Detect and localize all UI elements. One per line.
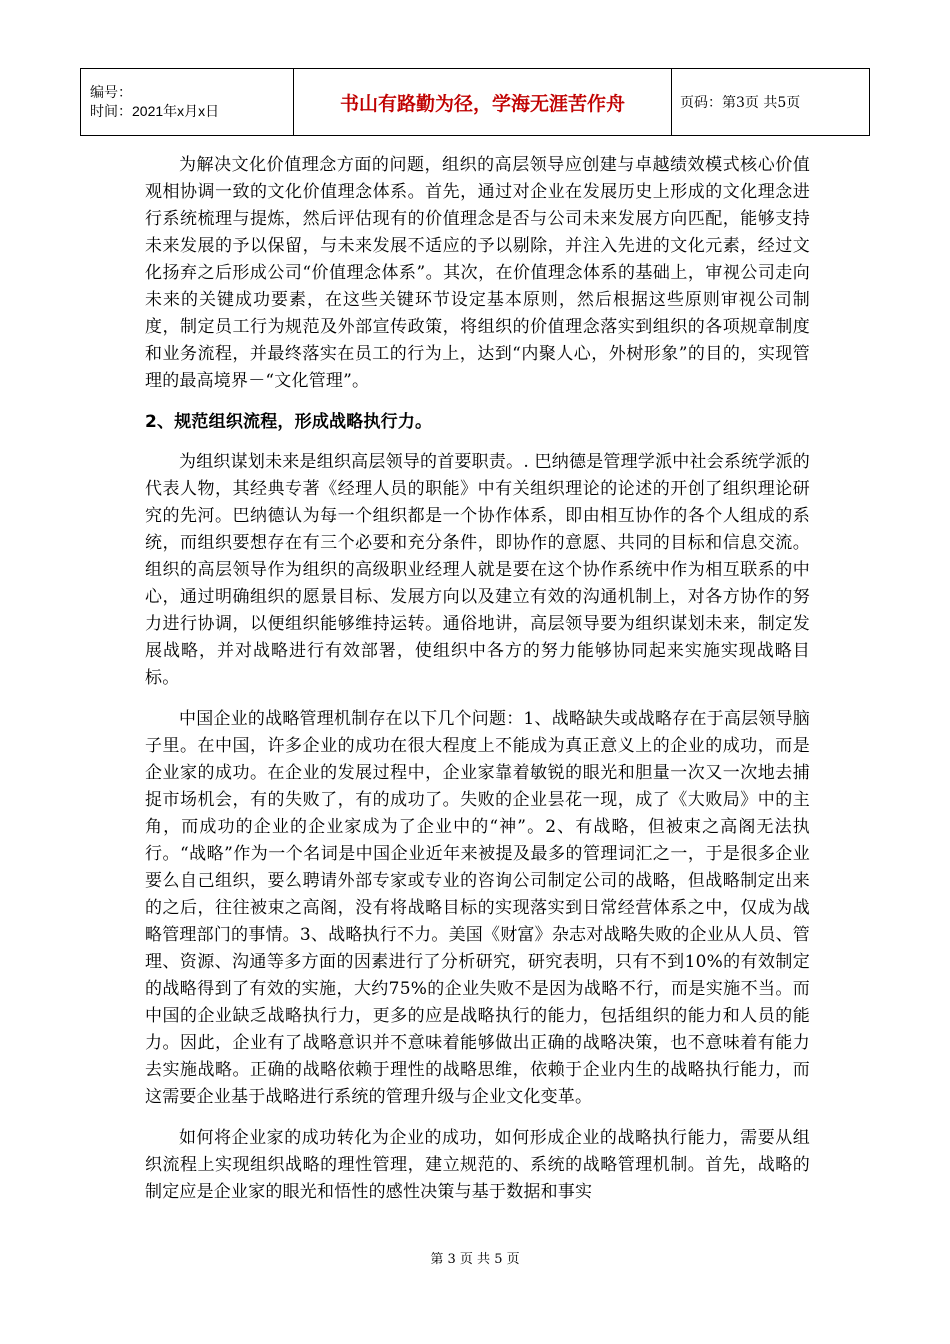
header-motto-cell — [294, 69, 672, 136]
paragraph-2: 为组织谋划未来是组织高层领导的首要职责。. 巴纳德是管理学派中社会系统学派的代表人物，其经典专著《经理人员的职能》中有关组织理论的论述的开创了组织理论研究的先河。巴纳德认为每一个组织都是一个协作体系，即由相互协作的各个人组成的系统，而组织要想存在有三个必要和充分条件，即协作的意愿、共同的目标和信息交流。组织的高层领导作为组织的高级职业经理人就是要在这个协作系统中作为相互联系的中心，通过明确组织的愿景目标、发展方向以及建立有效的沟通机制上，对各方协作的努力进行协调，以便组织能够维持运转。通俗地讲，高层领导要为组织谋划未来，制定发展战略，并对战略进行有效部署，使组织中各方的努力能够协同起来实施实现战略目标。 — [145, 452, 810, 688]
document-body — [145, 152, 810, 1206]
section-heading: 2、规范组织流程，形成战略执行力。 — [145, 412, 433, 432]
motto: 书山有路勤为径，学海无涯苦作舟 — [339, 92, 625, 115]
paragraph-3: 中国企业的战略管理机制存在以下几个问题：1、战略缺失或战略存在于高层领导脑子里。在中国，许多企业的成功在很大程度上不能成为真正意义上的企业的成功，而是企业家的成功。在企业的发展过程中，企业家靠着敏锐的眼光和胆量一次又一次地去捕捉市场机会，有的失败了，有的成功了。失败的企业昙花一现，成了《大败局》中的主角，而成功的企业的企业家成为了企业中的“神”。2、有战略，但被束之高阁无法执行。“战略”作为一个名词是中国企业近年来被提及最多的管理词汇之一，于是很多企业要么自己组织，要么聘请外部专家或专业的咨询公司制定公司的战略，但战略制定出来的之后，往往被束之高阁，没有将战略目标的实现落实到日常经营体系之中，仅成为战略管理部门的事情。3、战略执行不力。美国《财富》杂志对战略失败的企业从人员、管理、资源、沟通等多方面的因素进行了分析研究，研究表明，只有不到10%的有效制定的战略得到了有效的实施，大约75%的企业失败不是因为战略不行，而是实施不当。而中国的企业缺乏战略执行力，更多的应是战略执行的能力，包括组织的能力和人员的能力。因此，企业有了战略意识并不意味着能够做出正确的战略决策，也不意味着有能力去实施战略。正确的战略依赖于理性的战略思维，依赖于企业内生的战略执行能力，而这需要企业基于战略进行系统的管理升级与企业文化变革。 — [145, 709, 810, 1107]
time-label: 时间：2021年x月x日 — [90, 103, 220, 119]
header-meta — [81, 69, 294, 136]
page-label: 页码：第3页 共5页 — [672, 69, 870, 136]
paragraph-1: 为解决文化价值理念方面的问题，组织的高层领导应创建与卓越绩效模式核心价值观相协调一致的文化价值理念体系。首先，通过对企业在发展历史上形成的文化理念进行系统梳理与提炼，然后评估现有的价值理念是否与公司未来发展方向匹配，能够支持未来发展的予以保留，与未来发展不适应的予以剔除，并注入先进的文化元素，经过文化扬弃之后形成公司“价值理念体系”。其次，在价值理念体系的基础上，审视公司走向未来的关键成功要素，在这些关键环节设定基本原则，然后根据这些原则审视公司制度，制定员工行为规范及外部宣传政策，将组织的价值理念落实到组织的各项规章制度和业务流程，并最终落实在员工的行为上，达到“内聚人心，外树形象”的目的，实现管理的最高境界－“文化管理”。 — [145, 155, 810, 391]
paragraph-4: 如何将企业家的成功转化为企业的成功，如何形成企业的战略执行能力，需要从组织流程上实现组织战略的理性管理，建立规范的、系统的战略管理机制。首先，战略的制定应是企业家的眼光和悟性的感性决策与基于数据和事实 — [145, 1128, 810, 1202]
page-footer: 第 3 页 共 5 页 — [430, 1252, 520, 1267]
page-header — [80, 68, 870, 136]
number-label: 编号： — [90, 84, 132, 100]
